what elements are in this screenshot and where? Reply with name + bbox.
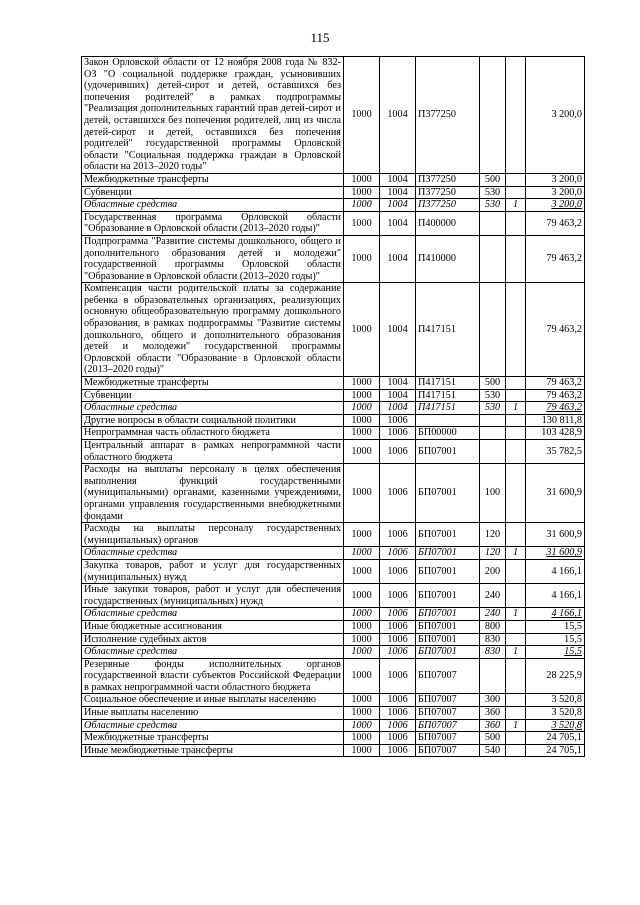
table-row	[82, 377, 585, 390]
cell-vr: 360	[480, 719, 506, 732]
budget-table	[81, 56, 585, 757]
cell-cs: БП07001	[416, 523, 480, 547]
cell-name: Непрограммная часть областного бюджета	[82, 427, 344, 440]
cell-cs: П400000	[416, 211, 480, 235]
cell-rz: 1000	[344, 707, 380, 720]
table-row	[82, 235, 585, 282]
cell-vr	[480, 283, 506, 377]
cell-vr: 800	[480, 620, 506, 633]
cell-rz: 1000	[344, 464, 380, 523]
table-row	[82, 173, 585, 186]
cell-sum: 4 166,1	[526, 559, 585, 583]
cell-pr: 1006	[380, 633, 416, 646]
cell-name: Областные средства	[82, 402, 344, 415]
cell-cs: П417151	[416, 389, 480, 402]
cell-rz: 1000	[344, 211, 380, 235]
cell-pr: 1006	[380, 414, 416, 427]
cell-sum: 79 463,2	[526, 283, 585, 377]
cell-sum: 24 705,1	[526, 732, 585, 745]
table-row	[82, 402, 585, 415]
cell-vr: 360	[480, 707, 506, 720]
table-row	[82, 694, 585, 707]
table-row	[82, 523, 585, 547]
cell-name: Другие вопросы в области социальной политики	[82, 414, 344, 427]
cell-name: Межбюджетные трансферты	[82, 173, 344, 186]
cell-sum: 15,5	[526, 633, 585, 646]
cell-pr: 1004	[380, 402, 416, 415]
table-row	[82, 464, 585, 523]
cell-src	[506, 283, 526, 377]
cell-src: 1	[506, 608, 526, 621]
cell-vr: 300	[480, 694, 506, 707]
cell-src: 1	[506, 402, 526, 415]
cell-src	[506, 559, 526, 583]
cell-cs: БП07001	[416, 608, 480, 621]
cell-vr: 530	[480, 389, 506, 402]
cell-cs: П417151	[416, 283, 480, 377]
cell-cs: БП07007	[416, 744, 480, 757]
cell-vr: 530	[480, 199, 506, 212]
cell-pr: 1006	[380, 732, 416, 745]
table-row	[82, 658, 585, 694]
cell-vr	[480, 440, 506, 464]
table-row	[82, 283, 585, 377]
cell-name: Расходы на выплаты персоналу государственных (муниципальных) органов	[82, 523, 344, 547]
cell-src	[506, 377, 526, 390]
cell-cs: П377250	[416, 173, 480, 186]
cell-sum: 79 463,2	[526, 211, 585, 235]
table-row	[82, 389, 585, 402]
cell-pr: 1006	[380, 707, 416, 720]
cell-vr: 830	[480, 633, 506, 646]
cell-pr: 1004	[380, 186, 416, 199]
cell-rz: 1000	[344, 440, 380, 464]
table-row	[82, 719, 585, 732]
cell-cs: БП07001	[416, 633, 480, 646]
cell-vr: 830	[480, 646, 506, 659]
cell-name: Подпрограмма "Развитие системы дошкольного, общего и дополнительного образования детей и молодежи" государственной программы Орловской области "Образование в Орловской области (2013–2020 годы)"	[82, 235, 344, 282]
table-row	[82, 584, 585, 608]
cell-sum: 3 200,0	[526, 57, 585, 174]
cell-pr: 1004	[380, 283, 416, 377]
table-row	[82, 547, 585, 560]
cell-sum: 79 463,2	[526, 377, 585, 390]
cell-rz: 1000	[344, 389, 380, 402]
cell-vr: 120	[480, 547, 506, 560]
table-row	[82, 427, 585, 440]
cell-pr: 1006	[380, 440, 416, 464]
table-row	[82, 646, 585, 659]
cell-name: Областные средства	[82, 646, 344, 659]
cell-rz: 1000	[344, 584, 380, 608]
cell-vr: 200	[480, 559, 506, 583]
cell-cs: П417151	[416, 377, 480, 390]
cell-cs: П377250	[416, 199, 480, 212]
cell-vr: 530	[480, 402, 506, 415]
cell-pr: 1004	[380, 57, 416, 174]
cell-vr	[480, 211, 506, 235]
cell-cs: БП07001	[416, 584, 480, 608]
cell-src	[506, 186, 526, 199]
cell-vr	[480, 414, 506, 427]
cell-rz: 1000	[344, 235, 380, 282]
cell-pr: 1004	[380, 199, 416, 212]
cell-sum: 79 463,2	[526, 402, 585, 415]
table-row	[82, 559, 585, 583]
cell-rz: 1000	[344, 646, 380, 659]
cell-sum: 31 600,9	[526, 464, 585, 523]
cell-src: 1	[506, 199, 526, 212]
cell-pr: 1006	[380, 523, 416, 547]
cell-cs: БП07007	[416, 658, 480, 694]
cell-sum: 15,5	[526, 646, 585, 659]
table-row	[82, 620, 585, 633]
cell-vr: 500	[480, 377, 506, 390]
cell-src	[506, 440, 526, 464]
table-row	[82, 732, 585, 745]
cell-pr: 1006	[380, 608, 416, 621]
cell-src	[506, 173, 526, 186]
cell-src	[506, 427, 526, 440]
cell-cs: БП07001	[416, 547, 480, 560]
table-row	[82, 211, 585, 235]
cell-name: Областные средства	[82, 547, 344, 560]
cell-name: Областные средства	[82, 608, 344, 621]
cell-sum: 35 782,5	[526, 440, 585, 464]
cell-rz: 1000	[344, 199, 380, 212]
cell-name: Резервные фонды исполнительных органов государственной власти субъектов Российской Федерации в рамках непрограммной части областного бюджета	[82, 658, 344, 694]
cell-name: Межбюджетные трансферты	[82, 732, 344, 745]
cell-pr: 1004	[380, 173, 416, 186]
cell-rz: 1000	[344, 402, 380, 415]
cell-src	[506, 633, 526, 646]
cell-vr: 120	[480, 523, 506, 547]
table-row	[82, 186, 585, 199]
cell-pr: 1006	[380, 658, 416, 694]
cell-vr: 100	[480, 464, 506, 523]
cell-name: Межбюджетные трансферты	[82, 377, 344, 390]
cell-rz: 1000	[344, 283, 380, 377]
cell-pr: 1006	[380, 719, 416, 732]
cell-name: Субвенции	[82, 389, 344, 402]
cell-name: Исполнение судебных актов	[82, 633, 344, 646]
cell-src	[506, 211, 526, 235]
cell-sum: 4 166,1	[526, 608, 585, 621]
cell-rz: 1000	[344, 620, 380, 633]
cell-vr: 240	[480, 608, 506, 621]
cell-name: Иные закупки товаров, работ и услуг для обеспечения государственных (муниципальных) нужд	[82, 584, 344, 608]
cell-sum: 24 705,1	[526, 744, 585, 757]
cell-sum: 3 200,0	[526, 173, 585, 186]
cell-src	[506, 414, 526, 427]
cell-name: Иные выплаты населению	[82, 707, 344, 720]
table-row	[82, 440, 585, 464]
cell-src: 1	[506, 646, 526, 659]
cell-rz: 1000	[344, 414, 380, 427]
cell-sum: 130 811,8	[526, 414, 585, 427]
cell-name: Субвенции	[82, 186, 344, 199]
cell-pr: 1004	[380, 211, 416, 235]
cell-pr: 1006	[380, 620, 416, 633]
table-row	[82, 414, 585, 427]
cell-sum: 3 520,8	[526, 707, 585, 720]
cell-vr: 240	[480, 584, 506, 608]
cell-rz: 1000	[344, 377, 380, 390]
cell-vr: 500	[480, 732, 506, 745]
cell-vr	[480, 427, 506, 440]
cell-cs: П377250	[416, 186, 480, 199]
cell-name: Иные межбюджетные трансферты	[82, 744, 344, 757]
cell-src	[506, 235, 526, 282]
cell-rz: 1000	[344, 744, 380, 757]
table-row	[82, 199, 585, 212]
cell-sum: 79 463,2	[526, 389, 585, 402]
table-row	[82, 633, 585, 646]
cell-src	[506, 732, 526, 745]
cell-sum: 31 600,9	[526, 523, 585, 547]
cell-src	[506, 389, 526, 402]
cell-cs: П377250	[416, 57, 480, 174]
cell-pr: 1004	[380, 389, 416, 402]
cell-src: 1	[506, 719, 526, 732]
cell-sum: 79 463,2	[526, 235, 585, 282]
cell-vr: 540	[480, 744, 506, 757]
table-row	[82, 608, 585, 621]
cell-rz: 1000	[344, 633, 380, 646]
cell-rz: 1000	[344, 732, 380, 745]
cell-cs: БП07001	[416, 646, 480, 659]
cell-name: Государственная программа Орловской области "Образование в Орловской области (2013–2020 годы)"	[82, 211, 344, 235]
cell-pr: 1004	[380, 235, 416, 282]
cell-src: 1	[506, 547, 526, 560]
cell-pr: 1006	[380, 427, 416, 440]
cell-name: Иные бюджетные ассигнования	[82, 620, 344, 633]
cell-pr: 1006	[380, 744, 416, 757]
cell-cs	[416, 414, 480, 427]
cell-pr: 1006	[380, 464, 416, 523]
cell-sum: 31 600,9	[526, 547, 585, 560]
cell-rz: 1000	[344, 523, 380, 547]
cell-src	[506, 523, 526, 547]
cell-src	[506, 620, 526, 633]
table-row	[82, 707, 585, 720]
cell-pr: 1006	[380, 559, 416, 583]
cell-cs: БП07001	[416, 440, 480, 464]
cell-sum: 28 225,9	[526, 658, 585, 694]
cell-sum: 3 200,0	[526, 186, 585, 199]
cell-name: Компенсация части родительской платы за содержание ребенка в образовательных организациях, реализующих основную общеобразовательную программу дошкольного образования, в рамках подпрограммы "Развитие системы дошкольного, общего и дополнительного образования детей и молодежи" государственной программы Орловской области "Образование в Орловской области (2013–2020 годы)"	[82, 283, 344, 377]
cell-cs: БП07001	[416, 559, 480, 583]
cell-src	[506, 658, 526, 694]
cell-cs: БП07007	[416, 694, 480, 707]
cell-name: Социальное обеспечение и иные выплаты населению	[82, 694, 344, 707]
cell-name: Закупка товаров, работ и услуг для государственных (муниципальных) нужд	[82, 559, 344, 583]
cell-rz: 1000	[344, 57, 380, 174]
cell-pr: 1004	[380, 377, 416, 390]
cell-pr: 1006	[380, 694, 416, 707]
cell-rz: 1000	[344, 719, 380, 732]
page-number: 115	[310, 30, 330, 45]
cell-vr: 500	[480, 173, 506, 186]
cell-sum: 15,5	[526, 620, 585, 633]
cell-rz: 1000	[344, 694, 380, 707]
cell-src	[506, 694, 526, 707]
cell-src	[506, 584, 526, 608]
cell-cs: БП07001	[416, 620, 480, 633]
cell-name: Областные средства	[82, 199, 344, 212]
cell-rz: 1000	[344, 608, 380, 621]
cell-vr	[480, 57, 506, 174]
cell-sum: 3 520,8	[526, 694, 585, 707]
cell-src	[506, 57, 526, 174]
table-row	[82, 744, 585, 757]
cell-pr: 1006	[380, 584, 416, 608]
cell-rz: 1000	[344, 547, 380, 560]
cell-name: Расходы на выплаты персоналу в целях обеспечения выполнения функций государственными (муниципальными) органами, казенными учреждениями, органами управления государственными внебюджетными фондами	[82, 464, 344, 523]
cell-vr: 530	[480, 186, 506, 199]
cell-cs: БП07001	[416, 464, 480, 523]
cell-sum: 3 520,8	[526, 719, 585, 732]
cell-rz: 1000	[344, 427, 380, 440]
cell-pr: 1006	[380, 646, 416, 659]
cell-sum: 3 200,0	[526, 199, 585, 212]
cell-cs: П410000	[416, 235, 480, 282]
table-row	[82, 57, 585, 174]
cell-sum: 103 428,9	[526, 427, 585, 440]
cell-rz: 1000	[344, 559, 380, 583]
cell-cs: БП07007	[416, 719, 480, 732]
cell-name: Областные средства	[82, 719, 344, 732]
cell-src	[506, 744, 526, 757]
cell-sum: 4 166,1	[526, 584, 585, 608]
cell-cs: БП07007	[416, 707, 480, 720]
cell-rz: 1000	[344, 173, 380, 186]
cell-rz: 1000	[344, 658, 380, 694]
cell-cs: П417151	[416, 402, 480, 415]
cell-pr: 1006	[380, 547, 416, 560]
cell-src	[506, 707, 526, 720]
cell-rz: 1000	[344, 186, 380, 199]
cell-cs: БП07007	[416, 732, 480, 745]
cell-name: Закон Орловской области от 12 ноября 2008 года № 832-ОЗ "О социальной поддержке граждан, усыновивших (удочеривших) детей-сирот и детей, оставшихся без попечения родителей" в рамках подпрограммы "Реализация дополнительных гарантий прав детей-сирот и детей, оставшихся без попечения родителей, лиц из числа детей-сирот и детей, оставшихся без попечения родителей" государственной программы Орловской области "Социальная поддержка граждан в Орловской области на 2013–2020 годы"	[82, 57, 344, 174]
cell-src	[506, 464, 526, 523]
cell-cs: БП00000	[416, 427, 480, 440]
cell-vr	[480, 235, 506, 282]
cell-vr	[480, 658, 506, 694]
cell-name: Центральный аппарат в рамках непрограммной части областного бюджета	[82, 440, 344, 464]
